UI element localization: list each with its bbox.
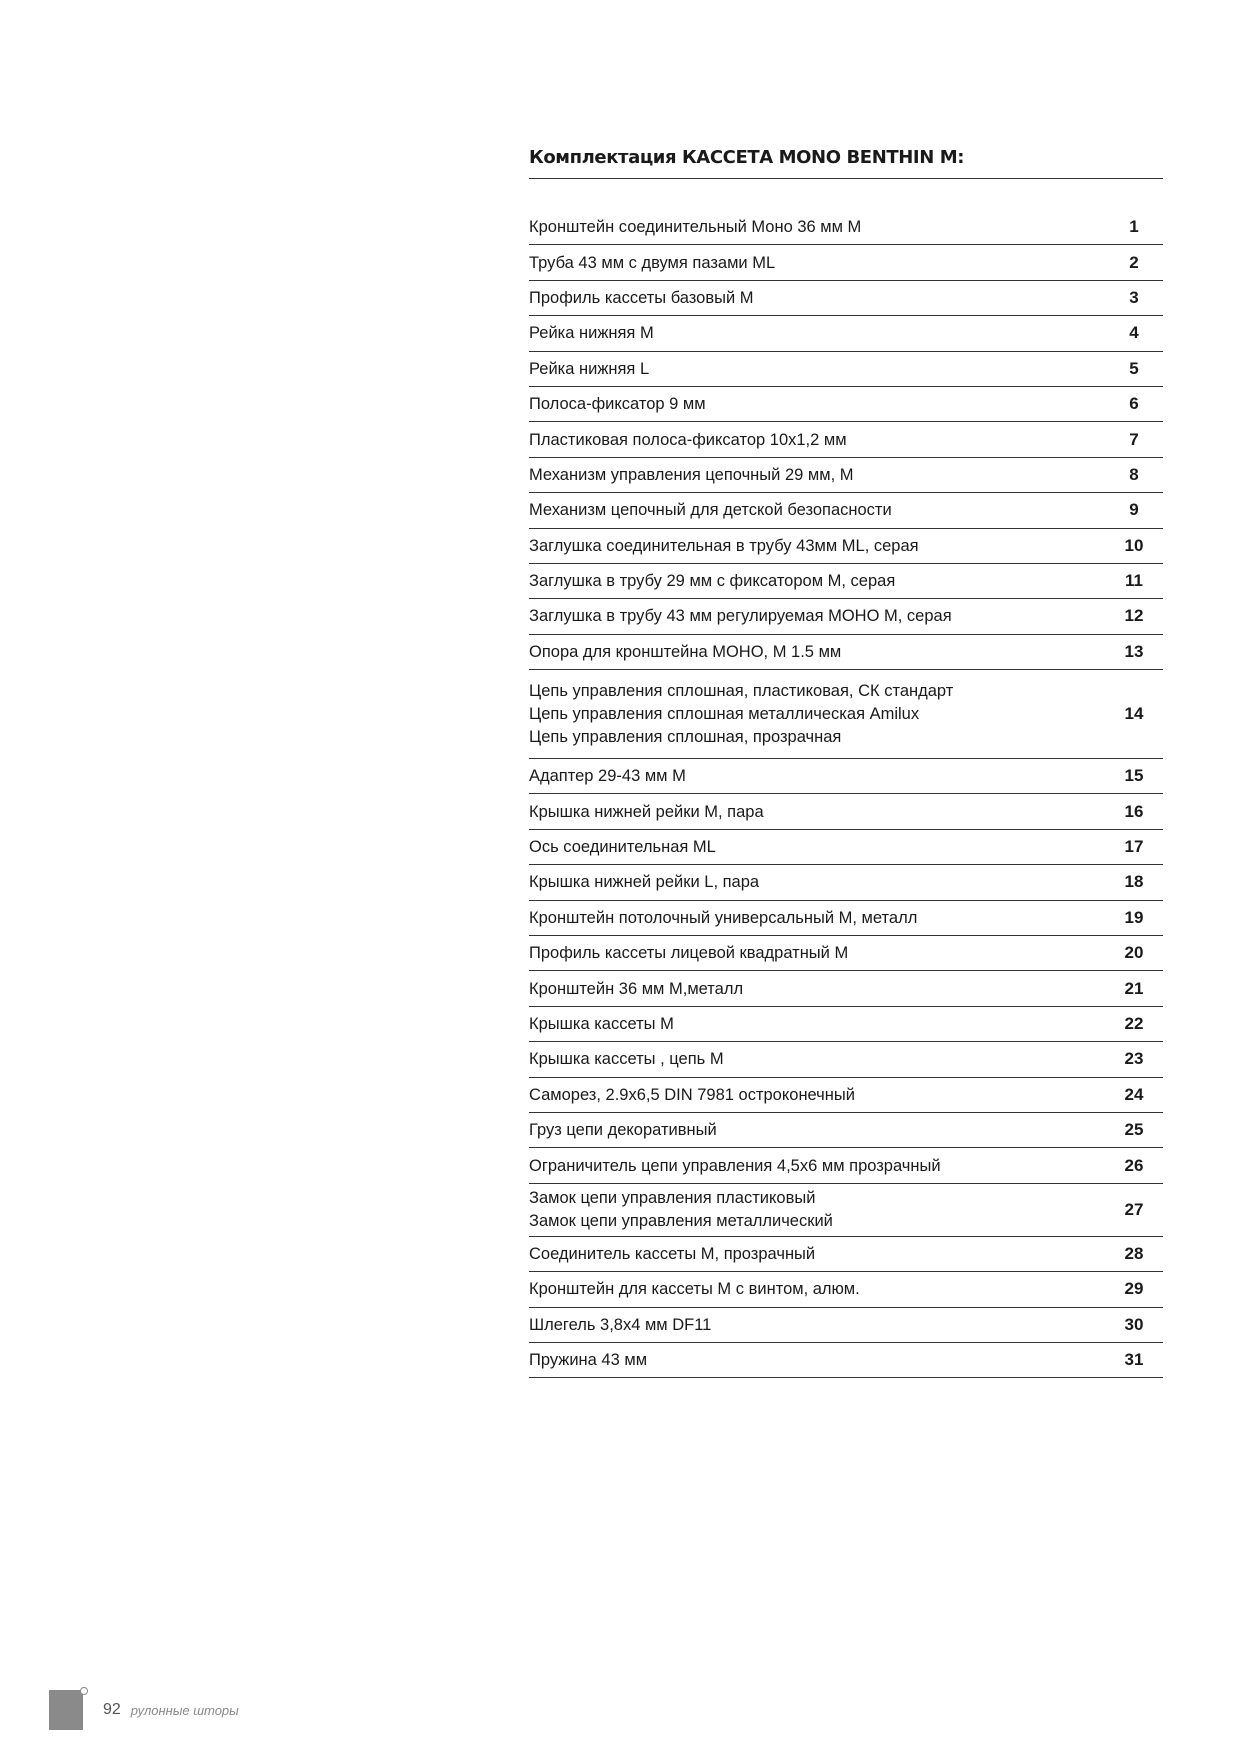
part-name: [529, 1009, 1105, 1039]
part-name: [529, 676, 1105, 752]
table-row: [529, 759, 1163, 794]
part-number: 28: [1124, 1243, 1144, 1263]
part-name: [529, 1183, 1105, 1236]
table-row: [529, 1078, 1163, 1113]
table-row: [529, 599, 1163, 634]
part-name: [529, 460, 1105, 490]
part-name-line: Крышка кассеты M: [529, 1015, 674, 1033]
part-name-line: Профиль кассеты базовый M: [529, 288, 754, 307]
part-number: 15: [1124, 766, 1144, 786]
part-name-line: Замок цепи управления металлический: [529, 1212, 833, 1231]
table-row: [529, 529, 1163, 564]
part-number: 29: [1124, 1279, 1144, 1299]
page-title: Комплектация КАССЕТА MONO BENTHIN M:: [529, 143, 1163, 179]
part-name: [529, 212, 1105, 242]
part-number: 22: [1124, 1014, 1144, 1033]
part-number: 16: [1124, 801, 1144, 821]
table-row: [529, 1113, 1163, 1148]
part-name-line: Груз цепи декоративный: [529, 1121, 717, 1140]
part-name: [529, 1151, 1105, 1181]
part-number: 23: [1124, 1049, 1144, 1069]
table-row: [529, 901, 1163, 936]
table-row: [529, 936, 1163, 971]
part-name-line: Соединитель кассеты M, прозрачный: [529, 1244, 816, 1263]
part-name-line: Ось соединительная ML: [529, 838, 716, 857]
part-name-line: Крышка нижней рейки M, пара: [529, 802, 764, 821]
part-name-line: Заглушка соединительная в трубу 43мм ML, серая: [529, 536, 919, 555]
part-name-line: Опора для кронштейна МОНО, M 1.5 мм: [529, 642, 842, 661]
table-row: [529, 458, 1163, 493]
part-number: 6: [1129, 394, 1139, 414]
part-name-line: Шлегель 3,8х4 мм DF11: [529, 1315, 712, 1334]
footer-dot-icon: [80, 1687, 88, 1695]
part-name-line: Цепь управления сплошная, прозрачная: [529, 728, 842, 747]
part-name: [529, 903, 1105, 933]
table-row: [529, 316, 1163, 351]
part-name-line: Цепь управления сплошная металлическая Amilux: [529, 705, 920, 724]
part-name: [529, 867, 1105, 897]
part-number: 4: [1129, 323, 1139, 343]
part-name-line: Саморез, 2.9х6,5 DIN 7981 остроконечный: [529, 1085, 855, 1104]
part-name: [529, 832, 1105, 862]
part-name-line: Механизм цепочный для детской безопасности: [529, 501, 892, 520]
table-row: [529, 1042, 1163, 1077]
part-name: [529, 318, 1105, 348]
table-row: [529, 281, 1163, 316]
table-row: [529, 830, 1163, 865]
part-number: 17: [1124, 837, 1144, 857]
table-row: [529, 387, 1163, 422]
part-name-line: Кронштейн 36 мм M,металл: [529, 979, 744, 998]
part-number: 18: [1124, 872, 1144, 892]
part-name: [529, 1115, 1105, 1145]
page-number: 92: [103, 1701, 121, 1718]
part-number: 2: [1129, 252, 1139, 272]
table-row: [529, 1308, 1163, 1343]
part-number: 26: [1124, 1155, 1144, 1175]
part-name: [529, 354, 1105, 384]
part-name: [529, 283, 1105, 313]
part-name: [529, 248, 1105, 278]
part-number: 3: [1129, 287, 1139, 307]
part-number: 14: [1124, 704, 1144, 724]
table-row: [529, 422, 1163, 457]
part-name: [529, 601, 1105, 631]
part-name-line: Пластиковая полоса-фиксатор 10х1,2 мм: [529, 430, 847, 449]
footer-tab-marker: [49, 1690, 83, 1730]
table-row: [529, 1148, 1163, 1183]
parts-table: [529, 210, 1163, 1378]
part-name-line: Профиль кассеты лицевой квадратный M: [529, 944, 849, 963]
part-number: 1: [1129, 217, 1139, 237]
part-number: 24: [1124, 1084, 1144, 1104]
section-name: рулонные шторы: [130, 1702, 239, 1718]
part-name: [529, 761, 1105, 791]
part-name-line: Пружина 43 мм: [529, 1351, 648, 1370]
table-row: [529, 564, 1163, 599]
table-row: [529, 1343, 1163, 1378]
part-number: 9: [1129, 500, 1139, 520]
table-row: [529, 245, 1163, 280]
parts-list: [529, 143, 1163, 1378]
part-name: [529, 974, 1105, 1004]
part-name-line: Заглушка в трубу 29 мм с фиксатором M, серая: [529, 572, 896, 591]
part-name-line: Ограничитель цепи управления 4,5х6 мм прозрачный: [529, 1156, 941, 1175]
part-name: [529, 938, 1105, 968]
part-name-line: Крышка нижней рейки L, пара: [529, 873, 760, 892]
table-row: [529, 1272, 1163, 1307]
table-row: [529, 635, 1163, 670]
table-row: [529, 1184, 1163, 1237]
table-row: [529, 865, 1163, 900]
part-name: [529, 1239, 1105, 1269]
part-name-line: Цепь управления сплошная, пластиковая, СК стандарт: [529, 682, 954, 701]
part-number: 12: [1124, 606, 1144, 626]
part-name-line: Заглушка в трубу 43 мм регулируемая МОНО M, серая: [529, 607, 952, 626]
part-number: 11: [1125, 571, 1143, 591]
part-name: [529, 1345, 1105, 1375]
part-name-line: Адаптер 29-43 мм M: [529, 767, 686, 786]
part-name-line: Рейка нижняя M: [529, 324, 654, 343]
table-row: [529, 794, 1163, 829]
page-footer: [49, 1690, 239, 1730]
part-name-line: Механизм управления цепочный 29 мм, M: [529, 465, 854, 484]
part-name-line: Замок цепи управления пластиковый: [529, 1189, 816, 1208]
part-name: [529, 425, 1105, 455]
part-number: 10: [1124, 535, 1144, 555]
part-name: [529, 637, 1105, 667]
part-number: 20: [1124, 943, 1144, 963]
part-name: [529, 495, 1105, 525]
part-name-line: Рейка нижняя L: [529, 359, 650, 378]
part-name: [529, 389, 1105, 419]
part-name: [529, 1080, 1105, 1110]
part-number: 30: [1124, 1314, 1144, 1334]
part-name-line: Кронштейн для кассеты M с винтом, алюм.: [529, 1280, 860, 1299]
part-name-line: Кронштейн соединительный Моно 36 мм M: [529, 218, 862, 237]
part-name: [529, 1274, 1105, 1304]
part-name-line: Труба 43 мм с двумя пазами ML: [529, 253, 776, 272]
part-number: 7: [1129, 429, 1139, 449]
part-number: 8: [1129, 464, 1139, 484]
part-name: [529, 1310, 1105, 1340]
table-row: [529, 670, 1163, 759]
table-row: [529, 352, 1163, 387]
table-row: [529, 971, 1163, 1006]
part-name: [529, 1044, 1105, 1074]
table-row: [529, 1007, 1163, 1042]
part-name: [529, 566, 1105, 596]
table-row: [529, 493, 1163, 528]
table-row: [529, 210, 1163, 245]
part-name-line: Кронштейн потолочный универсальный M, металл: [529, 908, 918, 927]
part-name: [529, 797, 1105, 827]
part-name: [529, 531, 1105, 561]
part-number: 19: [1124, 907, 1144, 927]
part-name-line: Крышка кассеты , цепь M: [529, 1050, 724, 1069]
part-name-line: Полоса-фиксатор 9 мм: [529, 395, 706, 414]
part-number: 27: [1124, 1199, 1144, 1219]
part-number: 25: [1124, 1120, 1144, 1140]
part-number: 13: [1124, 641, 1144, 661]
part-number: 31: [1124, 1350, 1144, 1370]
part-number: 21: [1124, 978, 1144, 998]
table-row: [529, 1237, 1163, 1272]
part-number: 5: [1129, 358, 1139, 378]
